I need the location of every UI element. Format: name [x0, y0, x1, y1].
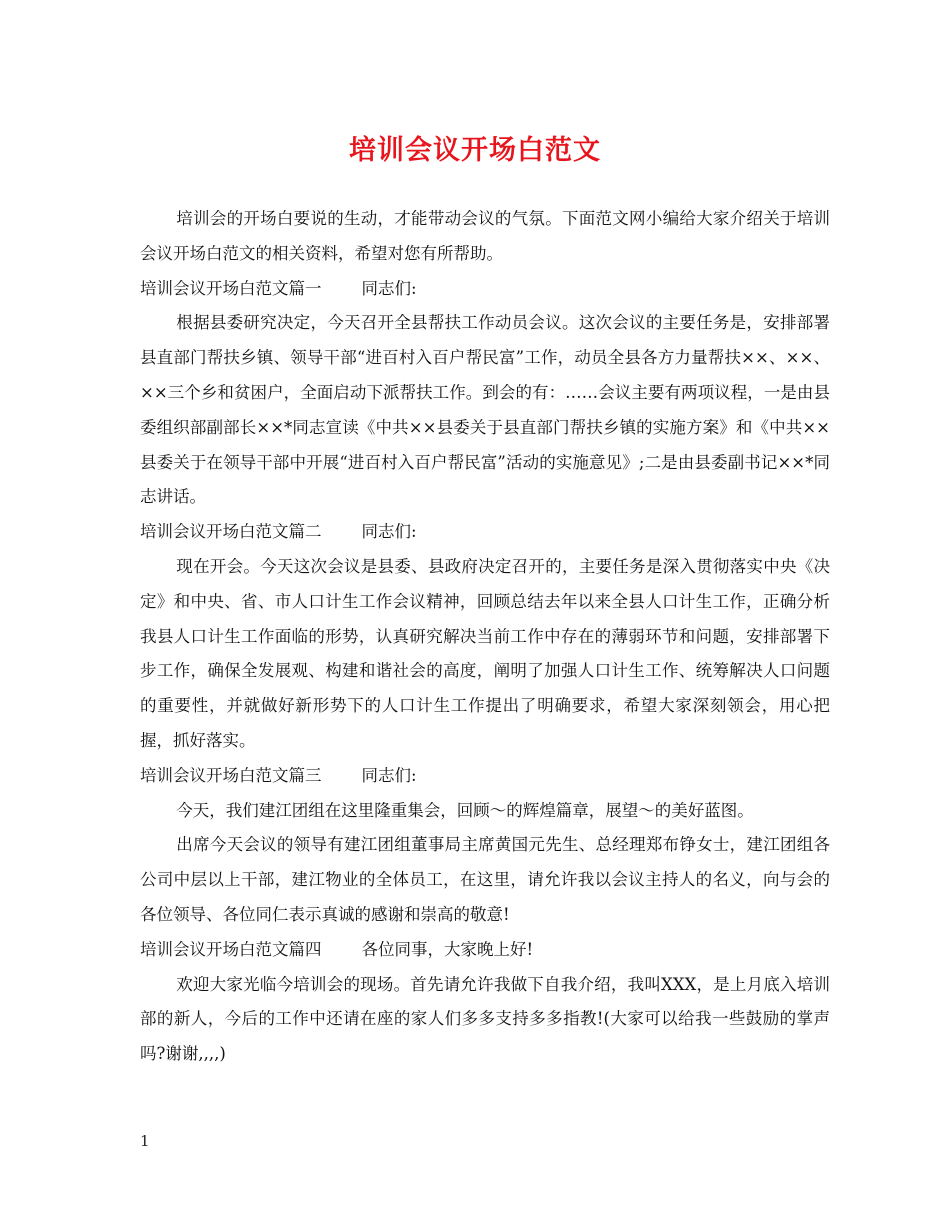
section-heading-row — [140, 272, 830, 307]
section-greeting: 同志们: — [361, 522, 417, 542]
section-heading: 培训会议开场白范文篇三 — [140, 765, 322, 785]
section-1 — [140, 272, 830, 516]
section-greeting: 同志们: — [361, 278, 417, 298]
intro-paragraph: 培训会的开场白要说的生动，才能带动会议的气氛。下面范文网小编给大家介绍关于培训会议开场白范文的相关资料，希望对您有所帮助。 — [140, 209, 830, 263]
section-heading: 培训会议开场白范文篇一 — [140, 278, 322, 298]
section-greeting: 同志们: — [361, 765, 417, 785]
document-body — [140, 202, 830, 1072]
section-2 — [140, 515, 830, 759]
page-number: 1 — [140, 1132, 150, 1150]
section-greeting: 各位同事，大家晚上好! — [361, 939, 534, 959]
section-paragraph: 根据县委研究决定，今天召开全县帮扶工作动员会议。这次会议的主要任务是，安排部署县直部门帮扶乡镇、领导干部“进百村入百户帮民富”工作，动员全县各方力量帮扶××、××、××三个乡和贫困户，全面启动下派帮扶工作。到会的有：……会议主要有两项议程，一是由县委组织部副部长××*同志宣读《中共××县委关于县直部门帮扶乡镇的实施方案》和《中共××县委关于在领导干部中开展“进百村入百户帮民富”活动的实施意见》;二是由县委副书记××*同志讲话。 — [140, 313, 830, 507]
section-heading-row — [140, 759, 830, 794]
section-heading-row — [140, 515, 830, 550]
section-heading: 培训会议开场白范文篇四 — [140, 939, 322, 959]
section-paragraph: 今天，我们建江团组在这里隆重集会，回顾～的辉煌篇章，展望～的美好蓝图。 — [176, 800, 754, 820]
section-paragraph: 现在开会。今天这次会议是县委、县政府决定召开的，主要任务是深入贯彻落实中央《决定》和中央、省、市人口计生工作会议精神，回顾总结去年以来全县人口计生工作，正确分析我县人口计生工作面临的形势，认真研究解决当前工作中存在的薄弱环节和问题，安排部署下步工作，确保全发展观、构建和谐社会的高度，阐明了加强人口计生工作、统筹解决人口问题的重要性，并就做好新形势下的人口计生工作提出了明确要求，希望大家深刻领会，用心把握，抓好落实。 — [140, 556, 830, 750]
section-3 — [140, 759, 830, 933]
section-paragraph: 欢迎大家光临今培训会的现场。首先请允许我做下自我介绍，我叫XXX，是上月底入培训部的新人，今后的工作中还请在座的家人们多多支持多多指教!(大家可以给我一些鼓励的掌声吗?谢谢,,,,) — [140, 974, 830, 1064]
section-paragraph: 出席今天会议的领导有建江团组董事局主席黄国元先生、总经理郑布铮女士，建江团组各公司中层以上干部，建江物业的全体员工，在这里，请允许我以会议主持人的名义，向与会的各位领导、各位同仁表示真诚的感谢和崇高的敬意! — [140, 835, 830, 924]
section-4 — [140, 933, 830, 1072]
section-heading-row — [140, 933, 830, 968]
section-heading: 培训会议开场白范文篇二 — [140, 522, 322, 542]
document-title: 培训会议开场白范文 — [349, 135, 601, 166]
